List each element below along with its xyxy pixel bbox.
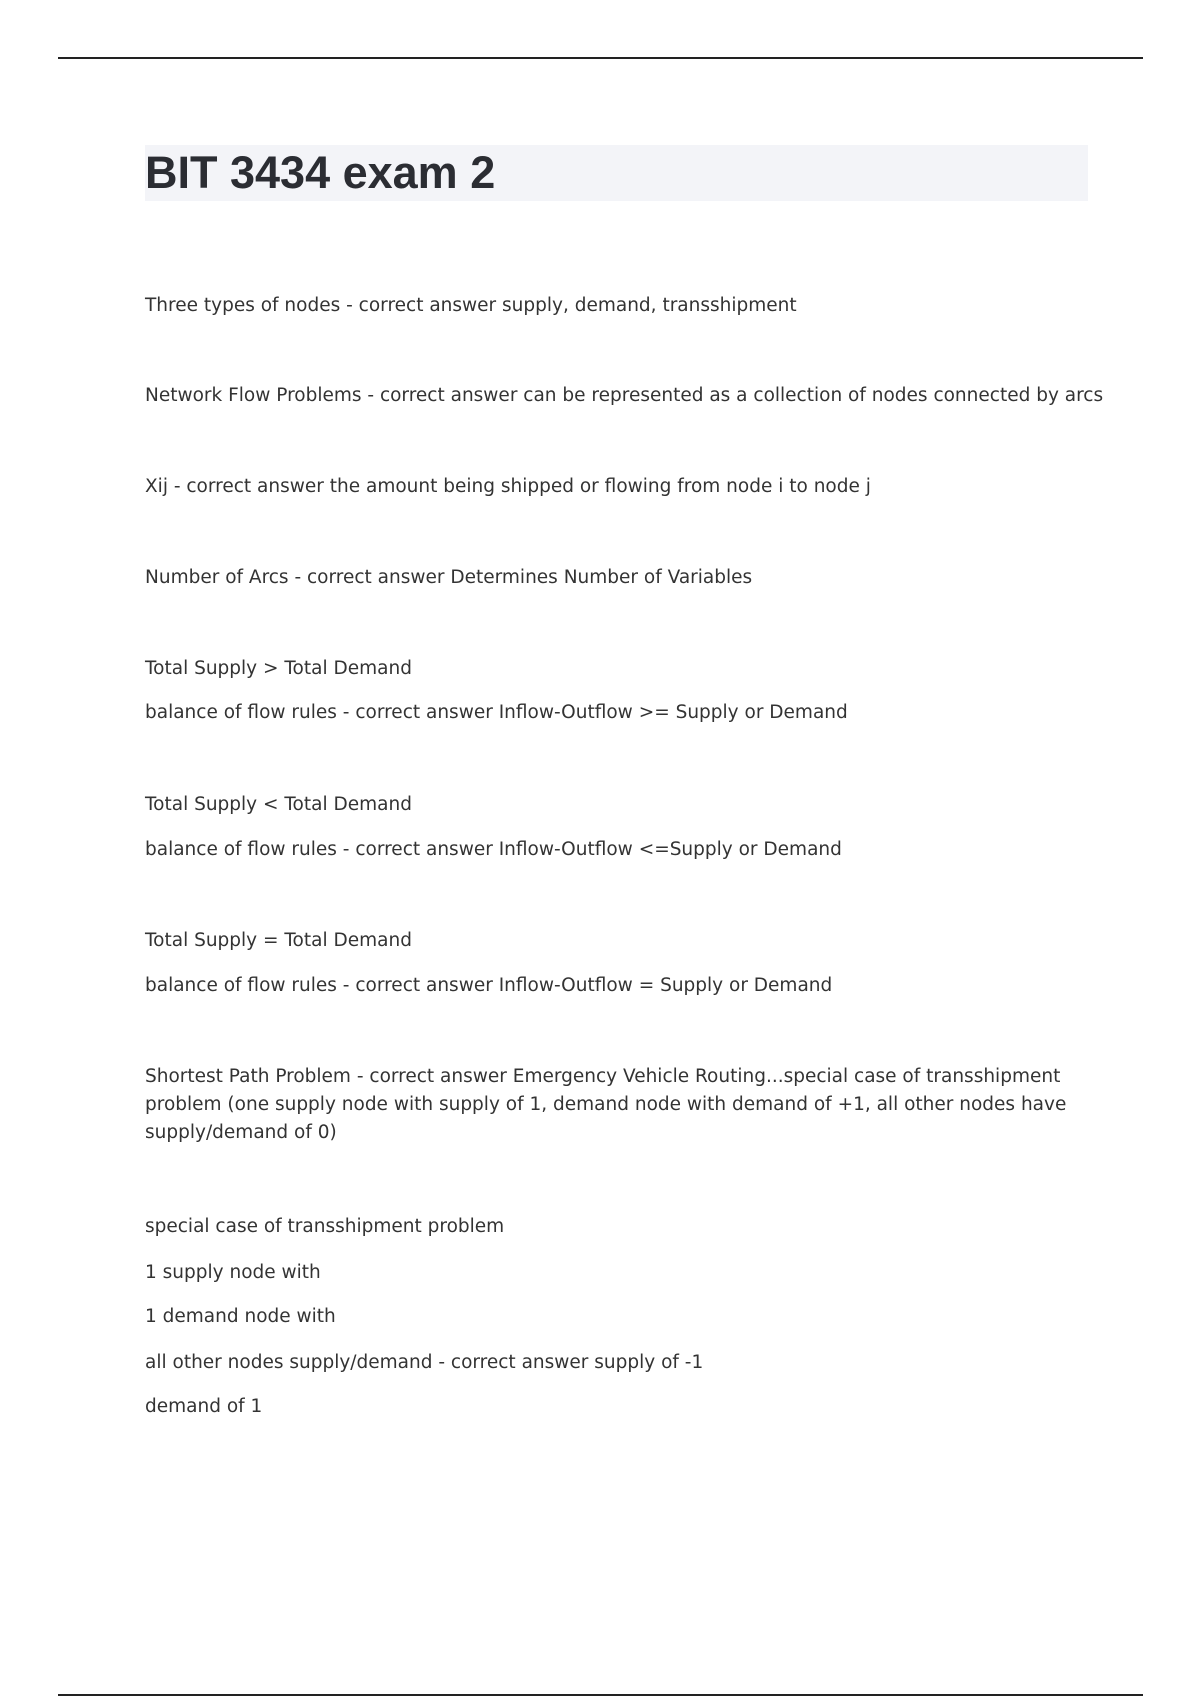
- entry-balance-of-flow-equal: balance of flow rules - correct answer Inflow-Outflow = Supply or Demand: [145, 975, 833, 996]
- entry-supply-equals-demand: Total Supply = Total Demand: [145, 930, 412, 951]
- entry-special-case: special case of transshipment problem: [145, 1216, 505, 1237]
- entry-supply-greater-than-demand: Total Supply > Total Demand: [145, 658, 412, 679]
- entry-all-other-nodes: all other nodes supply/demand - correct answer supply of -1: [145, 1352, 704, 1373]
- top-rule: [58, 57, 1143, 59]
- entry-balance-of-flow-less: balance of flow rules - correct answer Inflow-Outflow <=Supply or Demand: [145, 839, 842, 860]
- entry-xij: Xij - correct answer the amount being shipped or flowing from node i to node j: [145, 476, 871, 497]
- entry-three-types-of-nodes: Three types of nodes - correct answer supply, demand, transshipment: [145, 295, 797, 316]
- bottom-rule: [58, 1694, 1143, 1696]
- entry-supply-less-than-demand: Total Supply < Total Demand: [145, 794, 412, 815]
- entry-number-of-arcs: Number of Arcs - correct answer Determines Number of Variables: [145, 567, 753, 588]
- entry-network-flow-problems: Network Flow Problems - correct answer can be represented as a collection of nodes connected by arcs: [145, 385, 1104, 406]
- entry-supply-node: 1 supply node with: [145, 1262, 321, 1283]
- entry-demand-of-1: demand of 1: [145, 1396, 263, 1417]
- entry-demand-node: 1 demand node with: [145, 1306, 336, 1327]
- entry-shortest-path-problem: Shortest Path Problem - correct answer Emergency Vehicle Routing...special case of transshipment problem (one supply node with supply of 1, demand node with demand of +1, all other nodes have supply/demand of 0): [145, 1066, 1067, 1143]
- document-title: BIT 3434 exam 2: [145, 147, 496, 198]
- entry-balance-of-flow-greater: balance of flow rules - correct answer Inflow-Outflow >= Supply or Demand: [145, 702, 848, 723]
